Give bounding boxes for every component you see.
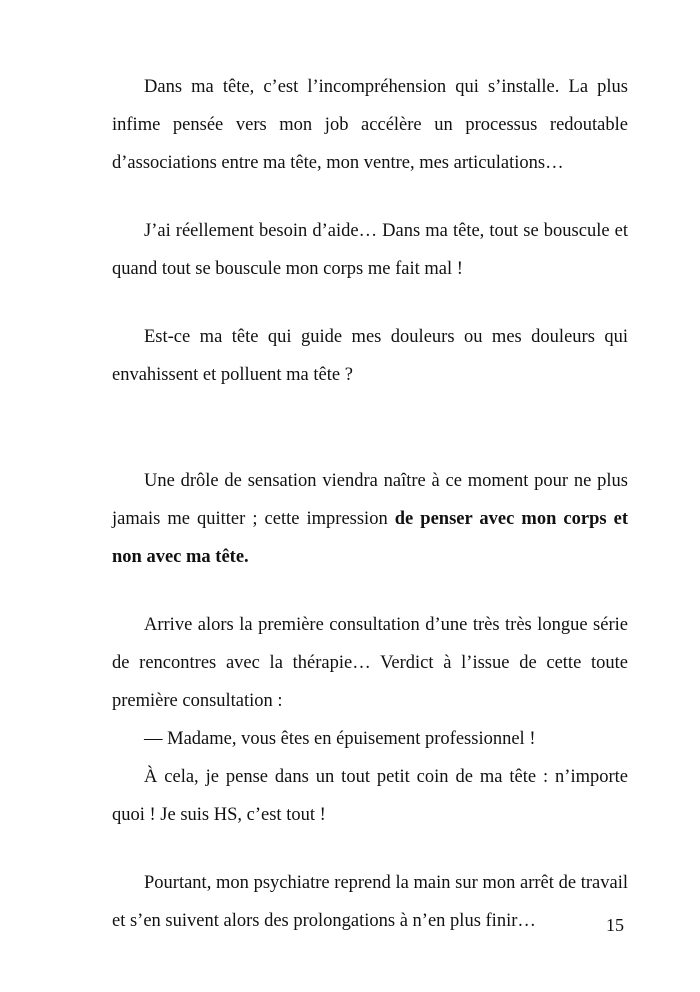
page-number: 15 (606, 915, 624, 935)
dialogue-line: — Madame, vous êtes en épuisement professionnel ! (144, 729, 536, 749)
paragraph-4-text: Une drôle de sensation viendra naître à ce moment pour ne plus jamais me quitter ; cette impression (112, 471, 628, 529)
paragraph-7: À cela, je pense dans un tout petit coin de ma tête : n’importe quoi ! Je suis HS, c’est tout ! (112, 767, 628, 825)
paragraph-spacer (112, 288, 628, 318)
paragraph-3: Est-ce ma tête qui guide mes douleurs ou mes douleurs qui envahissent et polluent ma tête ? (112, 327, 628, 385)
paragraph-5: Arrive alors la première consultation d’une très très longue série de rencontres avec la thérapie… Verdict à l’issue de cette toute première consultation : (112, 615, 628, 711)
paragraph-4-bold-text: de penser avec mon corps et non avec ma tête. (112, 509, 628, 567)
paragraph-8: Pourtant, mon psychiatre reprend la main sur mon arrêt de travail et s’en suivent alors des prolongations à n’en plus finir… (112, 873, 628, 931)
page-body (112, 68, 628, 940)
section-spacer (112, 394, 628, 462)
paragraph-4 (112, 462, 628, 576)
paragraph-1: Dans ma tête, c’est l’incompréhension qui s’installe. La plus infime pensée vers mon job accélère un processus redoutable d’associations entre ma tête, mon ventre, mes articulations… (112, 77, 628, 173)
paragraph-spacer (112, 834, 628, 864)
paragraph-spacer (112, 182, 628, 212)
paragraph-spacer (112, 576, 628, 606)
paragraph-2: J’ai réellement besoin d’aide… Dans ma tête, tout se bouscule et quand tout se bouscule mon corps me fait mal ! (112, 221, 628, 279)
